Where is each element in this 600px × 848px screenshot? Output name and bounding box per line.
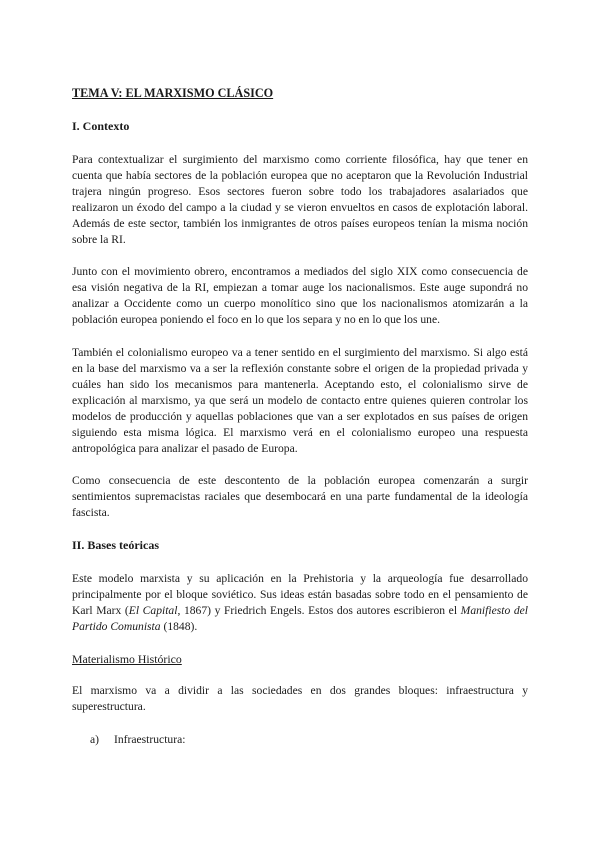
section-heading-bases: II. Bases teóricas (72, 538, 159, 553)
paragraph: Como consecuencia de este descontento de la población europea comenzarán a surgir sentimientos supremacistas raciales que desembocará en una parte fundamental de la ideología fascista. (72, 474, 528, 520)
book-title: El Capital (128, 603, 178, 617)
paragraph: Para contextualizar el surgimiento del marxismo como corriente filosófica, hay que tener en cuenta que había sectores de la población europea que no aceptaron que la Revolución Industrial trajera ningún progreso. Esos sectores fueron sobre todo los trabajadores asalariados que realizaron un éxodo del campo a la ciudad y se vieron envueltos en casos de explotación laboral. Además de este sector, también los inmigrantes de otros países europeos tenían la misma noción sobre la RI. (72, 153, 528, 246)
book-title: Manifiesto del Partido Comunista (72, 603, 529, 633)
list-item-text: Infraestructura: (114, 732, 186, 746)
text-span: , 1867) y Friedrich Engels. Estos dos autores escribieron el (177, 603, 461, 617)
paragraph: Junto con el movimiento obrero, encontramos a mediados del siglo XIX como consecuencia de esa visión negativa de la RI, empiezan a tomar auge los nacionalismos. Este auge supondrá no analizar a Occidente como un cuerpo monolítico sino que los nacionalismos atomizarán a la población europea poniendo el foco en lo que los separa y no en lo que los une. (72, 265, 528, 327)
paragraph: El marxismo va a dividir a las sociedades en dos grandes bloques: infraestructura y superestructura. (72, 683, 528, 713)
list-item (72, 732, 528, 747)
subheading-materialismo: Materialismo Histórico (72, 651, 182, 666)
paragraph: También el colonialismo europeo va a tener sentido en el surgimiento del marxismo. Si algo está en la base del marxismo va a ser la reflexión constante sobre el origen de la propiedad privada y cuáles han sido los mecanismos para mantenerla. Aceptando esto, el colonialismo sirve de explicación al marxismo, ya que será un modelo de contacto entre quienes quieren controlar los modelos de producción y aquellas poblaciones que van a ser explotados en sus países de origen siguiendo esta misma lógica. El marxismo verá en el colonialismo europeo una respuesta antropológica para analizar el pasado de Europa. (72, 346, 528, 455)
document-title: TEMA V: EL MARXISMO CLÁSICO (72, 86, 274, 100)
paragraph-bases (72, 571, 528, 635)
section-heading-context: I. Contexto (72, 119, 130, 133)
text-span: Este modelo marxista y su aplicación en la Prehistoria y la arqueología fue desarrollado principalmente por el bloque soviético. Sus ideas están basadas sobre todo en el pensamiento de Karl Marx ( (72, 572, 528, 617)
text-span: (1848). (160, 619, 198, 633)
list-marker: a) (90, 732, 100, 746)
